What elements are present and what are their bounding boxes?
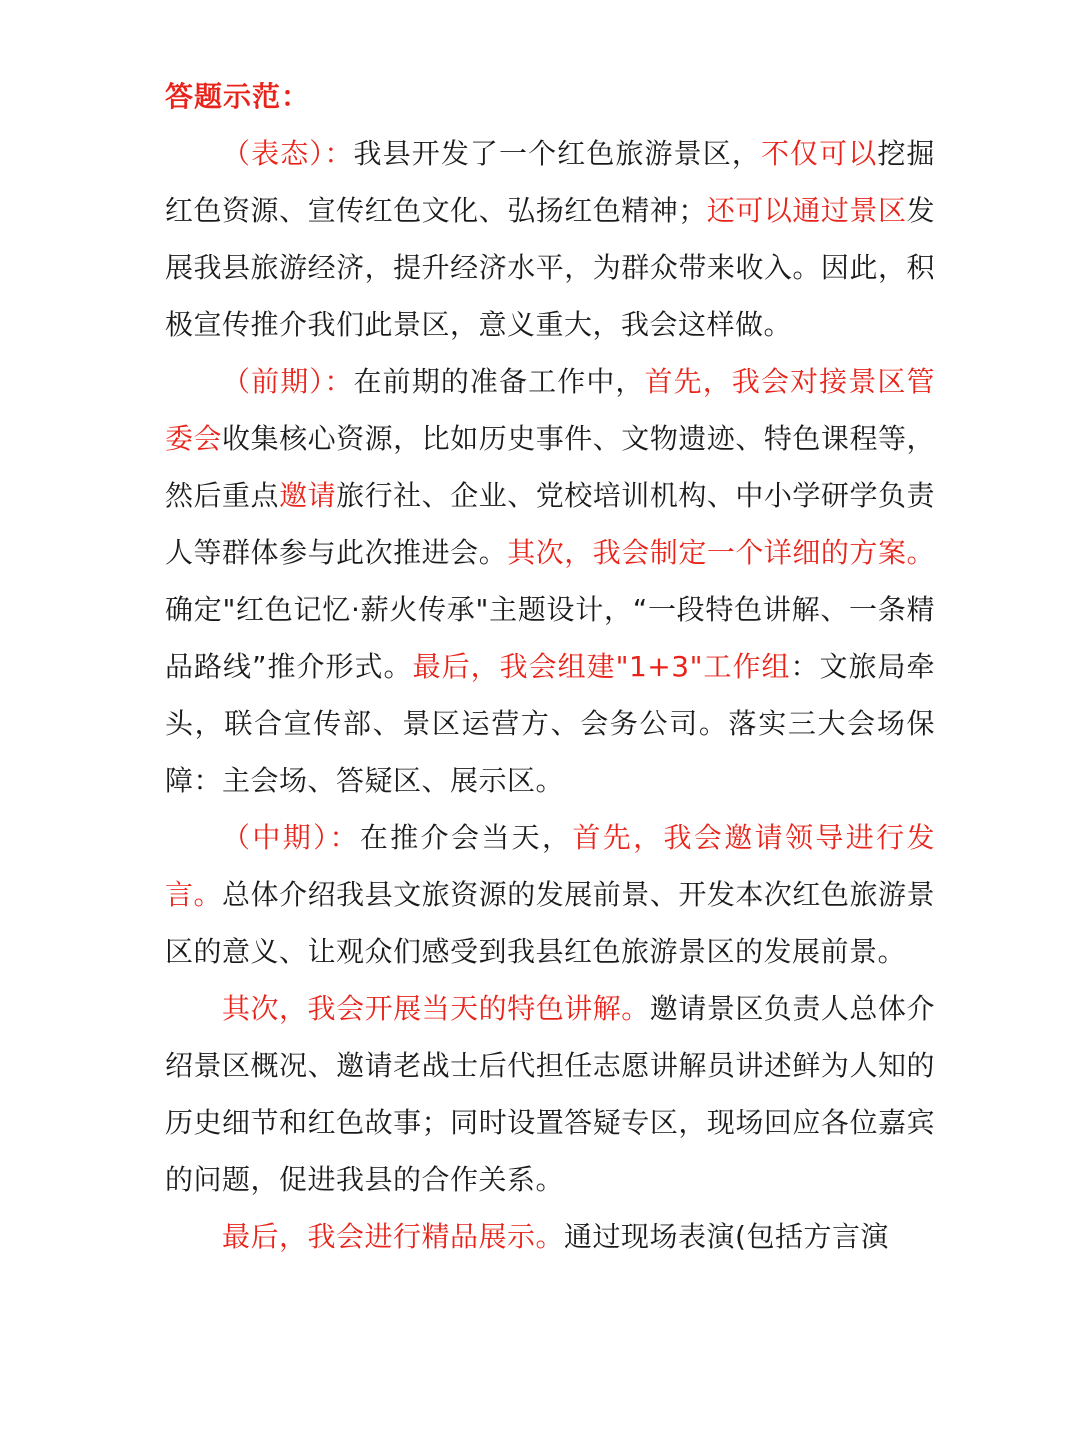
segment: （前期）：	[222, 365, 354, 398]
segment: 确定"红色记忆·薪火传承"主题设计，“一段特色讲解、一条精品路线”推介形式。	[165, 593, 935, 683]
segment: 其次，我会制定一个详细的方案。	[507, 536, 935, 569]
segment: （中期）：	[222, 821, 360, 854]
segment: 在前期的准备工作中，	[353, 365, 645, 398]
segment: （表态）：	[222, 137, 354, 170]
segment: 我县开发了一个红色旅游景区，	[353, 137, 761, 170]
paragraph-second-point	[165, 980, 935, 1208]
segment: 通过现场表演(包括方言演	[564, 1220, 889, 1253]
segment: 发展我县旅游经济，提升经济水平，为群众带来收入。因此，积极宣传推介我们此景区，意义重大，我会这样做。	[165, 194, 935, 341]
answer-document	[165, 68, 935, 1265]
paragraph-early-stage	[165, 353, 935, 809]
segment: 邀请景区负责人总体介绍景区概况、邀请老战士后代担任志愿讲解员讲述鲜为人知的历史细节和红色故事；同时设置答疑专区，现场回应各位嘉宾的问题，促进我县的合作关系。	[165, 992, 935, 1196]
segment: 旅行社、企业、党校培训机构、中小学研学负责人等群体参与此次推进会。	[165, 479, 935, 569]
segment: 收集核心资源，比如历史事件、文物遗迹、特色课程等，然后重点	[165, 422, 935, 512]
segment: ：文旅局牵头，联合宣传部、景区运营方、会务公司。落实三大会场保障：主会场、答疑区、展示区。	[165, 650, 935, 797]
segment: 不仅可以	[760, 137, 878, 170]
segment: 首先，我会邀请领导进行发言。	[165, 821, 935, 911]
segment: 总体介绍我县文旅资源的发展前景、开发本次红色旅游景区的意义、让观众们感受到我县红色旅游景区的发展前景。	[165, 878, 935, 968]
paragraph-stance	[165, 125, 935, 353]
segment: 邀请	[279, 479, 337, 512]
segment: 最后，我会组建"1+3"工作组	[412, 650, 791, 683]
segment: 最后，我会进行精品展示。	[222, 1220, 565, 1253]
answer-heading: 答题示范：	[165, 80, 311, 113]
segment: 还可以通过景区	[706, 194, 907, 227]
segment: 首先，我会对接景区管委会	[165, 365, 935, 455]
paragraph-mid-stage	[165, 809, 935, 980]
segment: 挖掘红色资源、宣传红色文化、弘扬红色精神；	[165, 137, 935, 227]
segment: 其次，我会开展当天的特色讲解。	[222, 992, 650, 1025]
paragraph-final-point	[165, 1208, 935, 1265]
segment: 在推介会当天，	[359, 821, 573, 854]
